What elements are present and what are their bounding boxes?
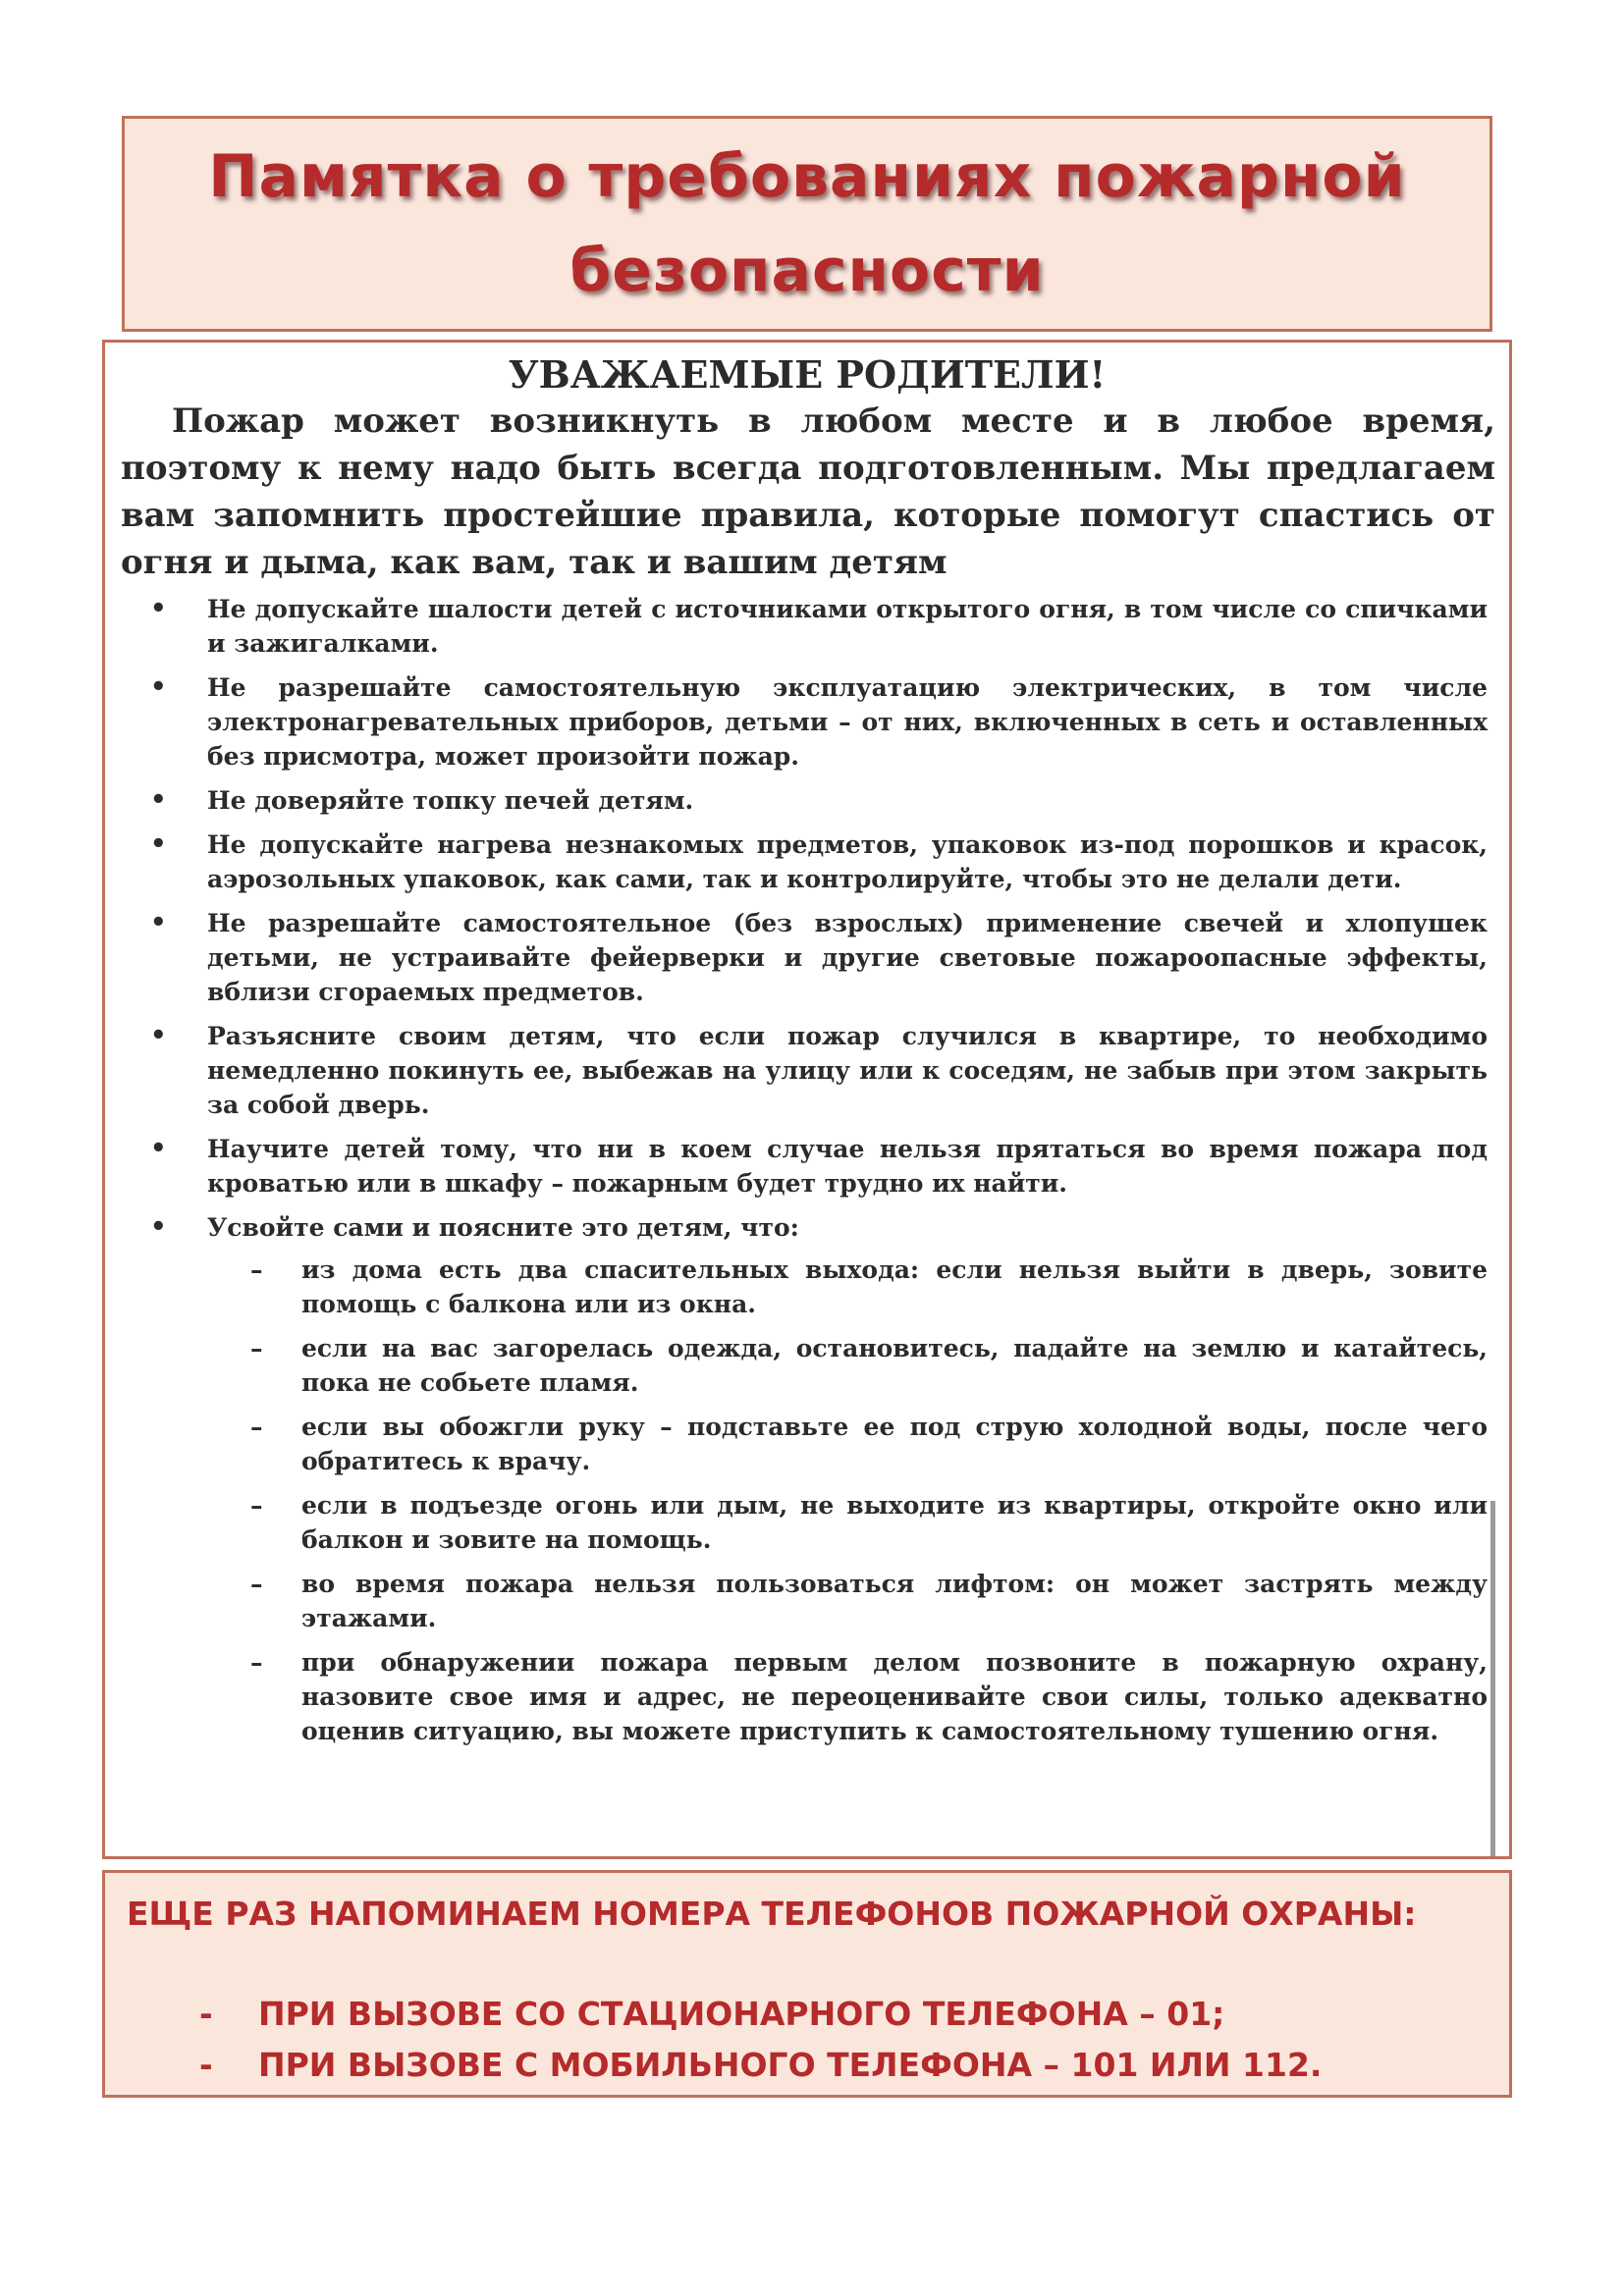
dash-icon: – xyxy=(250,1255,263,1284)
bullet-icon: • xyxy=(150,672,167,702)
title-banner xyxy=(122,116,1492,332)
phone-item-text: ПРИ ВЫЗОВЕ С МОБИЛЬНОГО ТЕЛЕФОНА – 101 ИЛИ 112. xyxy=(258,2046,1323,2084)
rules-list xyxy=(150,592,1488,1758)
bullet-icon: • xyxy=(150,1212,167,1242)
dash-icon: – xyxy=(250,1491,263,1520)
sub-rule-item xyxy=(207,1410,1488,1478)
dash-icon: - xyxy=(199,2046,213,2084)
title-line-2: безопасности xyxy=(569,237,1045,305)
rule-item xyxy=(150,670,1488,774)
rule-item xyxy=(150,906,1488,1009)
bullet-icon: • xyxy=(150,1134,167,1163)
intro-paragraph: Пожар может возникнуть в любом месте и в любое время, поэтому к нему надо быть всегда подготовленным. Мы предлагаем вам запомнить простейшие правила, которые помогут спастись от огня и дыма, как вам, так и вашим детям xyxy=(121,401,1495,582)
phone-numbers-panel xyxy=(102,1870,1512,2098)
sub-rule-text: из дома есть два спасительных выхода: если нельзя выйти в дверь, зовите помощь с балкона или из окна. xyxy=(301,1255,1488,1318)
bullet-icon: • xyxy=(150,785,167,815)
rule-text: Усвойте сами и поясните это детям, что: xyxy=(207,1213,799,1242)
sub-rules-list xyxy=(207,1253,1488,1748)
dash-icon: – xyxy=(250,1570,263,1598)
phone-heading: ЕЩЕ РАЗ НАПОМИНАЕМ НОМЕРА ТЕЛЕФОНОВ ПОЖАРНОЙ ОХРАНЫ: xyxy=(127,1895,1417,1933)
dash-icon: – xyxy=(250,1648,263,1677)
sub-rule-text: если на вас загорелась одежда, остановитесь, падайте на землю и катайтесь, пока не собьете пламя. xyxy=(301,1334,1488,1397)
rule-text: Не разрешайте самостоятельное (без взрослых) применение свечей и хлопушек детьми, не устраивайте фейерверки и другие световые пожароопасные эффекты, вблизи сгораемых предметов. xyxy=(207,909,1488,1006)
phone-item-mobile xyxy=(199,2040,1322,2091)
rule-text: Научите детей тому, что ни в коем случае нельзя прятаться во время пожара под кроватью или в шкафу – пожарным будет трудно их найти. xyxy=(207,1135,1488,1198)
dash-icon: - xyxy=(199,1995,213,2033)
rule-item xyxy=(150,1210,1488,1748)
dash-icon: – xyxy=(250,1334,263,1362)
sub-rule-text: во время пожара нельзя пользоваться лифтом: он может застрять между этажами. xyxy=(301,1570,1488,1632)
sub-rule-text: если в подъезде огонь или дым, не выходите из квартиры, откройте окно или балкон и зовите на помощь. xyxy=(301,1491,1488,1554)
bullet-icon: • xyxy=(150,908,167,937)
sub-rule-item xyxy=(207,1331,1488,1400)
sub-rule-item xyxy=(207,1645,1488,1748)
rule-item xyxy=(150,1019,1488,1122)
sub-rule-text: если вы обожгли руку – подставьте ее под струю холодной воды, после чего обратитесь к врачу. xyxy=(301,1413,1488,1475)
sub-rule-item xyxy=(207,1567,1488,1635)
dash-icon: – xyxy=(250,1413,263,1441)
rule-item xyxy=(150,1132,1488,1201)
scan-edge-mark xyxy=(1490,1501,1495,1859)
rule-text: Не допускайте шалости детей с источниками открытого огня, в том числе со спичками и зажигалками. xyxy=(207,595,1488,658)
phone-list xyxy=(199,1989,1322,2091)
rule-text: Не разрешайте самостоятельную эксплуатацию электрических, в том числе электронагревательных приборов, детьми – от них, включенных в сеть и оставленных без присмотра, может произойти пожар. xyxy=(207,673,1488,771)
sub-rule-item xyxy=(207,1488,1488,1557)
bullet-icon: • xyxy=(150,829,167,859)
rule-item xyxy=(150,828,1488,896)
title-line-1: Памятка о требованиях пожарной xyxy=(208,142,1406,211)
rule-text: Разъясните своим детям, что если пожар случился в квартире, то необходимо немедленно покинуть ее, выбежав на улицу или к соседям, не забыв при этом закрыть за собой дверь. xyxy=(207,1022,1488,1119)
rule-text: Не допускайте нагрева незнакомых предметов, упаковок из-под порошков и красок, аэрозольных упаковок, как сами, так и контролируйте, чтобы это не делали дети. xyxy=(207,830,1488,893)
rules-panel xyxy=(102,340,1512,1859)
bullet-icon: • xyxy=(150,594,167,623)
rule-item xyxy=(150,592,1488,661)
parents-heading: УВАЖАЕМЫЕ РОДИТЕЛИ! xyxy=(508,352,1107,397)
sub-rule-text: при обнаружении пожара первым делом позвоните в пожарную охрану, назовите свое имя и адрес, не переоценивайте свои силы, только адекватно оценив ситуацию, вы можете приступить к самостоятельному тушению огня. xyxy=(301,1648,1488,1745)
bullet-icon: • xyxy=(150,1021,167,1050)
phone-item-text: ПРИ ВЫЗОВЕ СО СТАЦИОНАРНОГО ТЕЛЕФОНА – 01; xyxy=(258,1995,1225,2033)
sub-rule-item xyxy=(207,1253,1488,1321)
rule-text: Не доверяйте топку печей детям. xyxy=(207,786,694,815)
rule-item xyxy=(150,783,1488,818)
phone-item-landline xyxy=(199,1989,1322,2040)
